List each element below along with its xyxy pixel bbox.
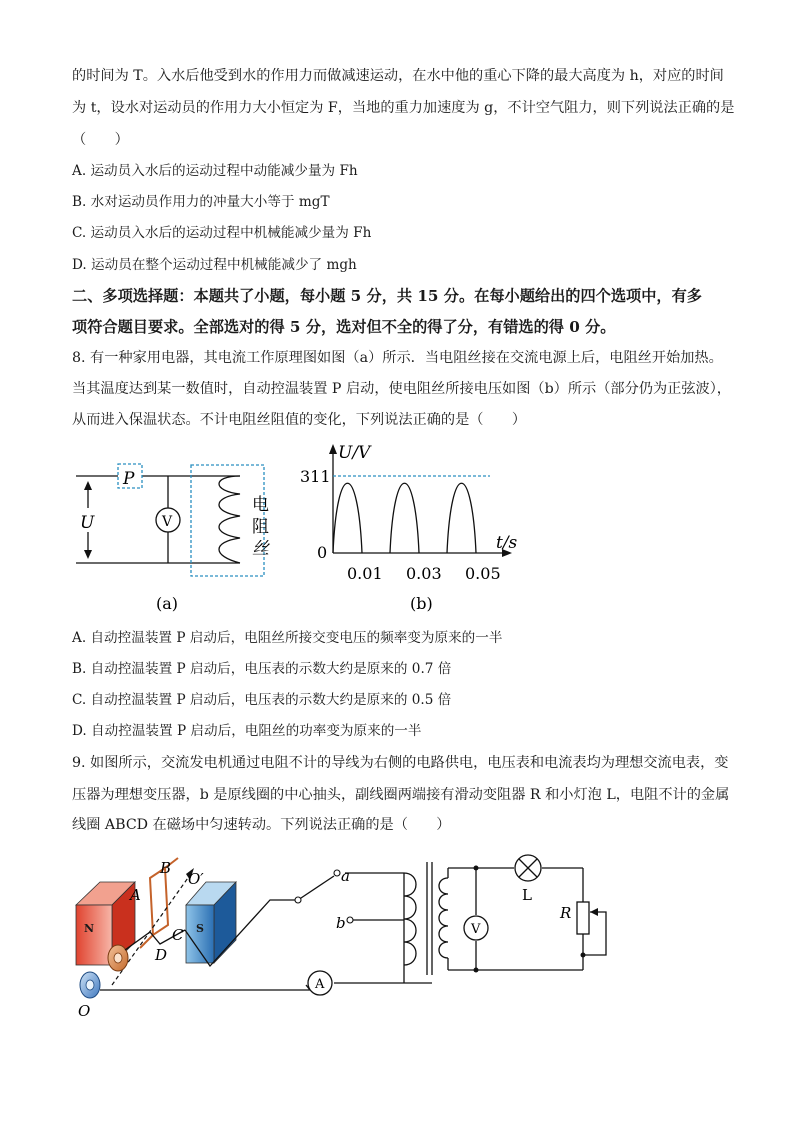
tick-0-03: 0.03 <box>406 564 442 583</box>
n-label: N <box>84 922 95 935</box>
p-label: P <box>123 469 135 489</box>
s-magnet <box>186 882 236 963</box>
wire-label-2: 阻 <box>252 517 269 537</box>
voltmeter-label: V <box>471 922 481 937</box>
q8-option-b: B. 自动控温装置 P 启动后，电压表的示数大约是原来的 0.7 倍 <box>72 661 452 677</box>
q8-option-d: D. 自动控温装置 P 启动后，电阻丝的功率变为原来的一半 <box>72 723 422 739</box>
q7-option-a: A. 运动员入水后的运动过程中动能减少量为 Fh <box>72 163 358 179</box>
q9-line-2: 压器为理想变压器，b 是原线圈的中心抽头，副线圈两端接有滑动变阻器 R 和小灯泡 L，电阻不计的金属 <box>72 787 730 803</box>
wire-label-1: 电 <box>252 495 269 515</box>
terminal-a <box>334 870 340 876</box>
fig-b-caption: (b) <box>410 594 433 613</box>
ammeter-label: A <box>315 977 325 992</box>
u-label: U <box>80 513 95 533</box>
section-heading-line-1: 二、多项选择题：本题共了小题，每小题 5 分，共 15 分。在每小题给出的四个选项中，有多 <box>72 287 702 305</box>
voltmeter-label: V <box>162 514 173 530</box>
q7-line-3: （ ） <box>72 132 129 148</box>
wire-label-3: 丝 <box>252 539 269 559</box>
q8-line-3: 从而进入保温状态。不计电阻丝阻值的变化，下列说法正确的是（ ） <box>72 412 527 428</box>
rheostat-slider-arrow <box>590 908 598 916</box>
q8-option-a: A. 自动控温装置 P 启动后，电阻丝所接交变电压的频率变为原来的一半 <box>72 630 503 646</box>
q8-option-c: C. 自动控温装置 P 启动后，电压表的示数大约是原来的 0.5 倍 <box>72 692 452 708</box>
origin-label: 0 <box>317 543 328 562</box>
label-d-upper: D <box>155 946 168 964</box>
q7-line-2: 为 t，设水对运动员的作用力大小恒定为 F，当地的重力加速度为 g，不计空气阻力，则下列说法正确的是 <box>72 100 735 116</box>
s-label: S <box>196 922 204 935</box>
peak-label: 311 <box>300 467 331 486</box>
label-a-upper: A <box>130 886 141 904</box>
section-heading-line-2: 项符合题目要求。全部选对的得 5 分，选对但不全的得了分，有错选的得 0 分。 <box>72 318 616 336</box>
tick-0-05: 0.05 <box>465 564 501 583</box>
tick-0-01: 0.01 <box>347 564 383 583</box>
q9-line-1: 9. 如图所示，交流发电机通过电阻不计的导线为右侧的电路供电，电压表和电流表均为理想交流电表，变 <box>72 755 729 771</box>
label-b-upper: B <box>160 859 172 877</box>
rheostat-label: R <box>560 904 572 922</box>
switch-pivot <box>295 897 301 903</box>
junction-dot-rheostat <box>581 953 586 958</box>
q7-option-d: D. 运动员在整个运动过程中机械能减少了 mgh <box>72 257 357 273</box>
label-a-terminal: a <box>341 867 350 885</box>
lamp-label: L <box>522 886 532 904</box>
y-axis-label: U/V <box>338 443 371 463</box>
q7-line-1: 的时间为 T。入水后他受到水的作用力而做减速运动，在水中他的重心下降的最大高度为 h，对应的时间 <box>72 68 724 84</box>
q8-line-1: 8. 有一种家用电器，其电流工作原理图如图（a）所示．当电阻丝接在交流电源上后，电阻丝开始加热。 <box>72 350 723 366</box>
terminal-b <box>347 917 353 923</box>
fig-a-caption: (a) <box>156 594 179 613</box>
q7-option-c: C. 运动员入水后的运动过程中机械能减少量为 Fh <box>72 225 372 241</box>
junction-dot-top <box>474 866 479 871</box>
q8-line-2: 当其温度达到某一数值时，自动控温装置 P 启动，使电阻丝所接电压如图（b）所示（部分仍为正弦波）， <box>72 381 731 397</box>
label-o-prime: O′ <box>188 870 204 888</box>
q9-line-3: 线圈 ABCD 在磁场中匀速转动。下列说法正确的是（ ） <box>72 817 451 833</box>
q7-option-b: B. 水对运动员作用力的冲量大小等于 mgT <box>72 194 330 210</box>
label-c-upper: C <box>172 926 184 944</box>
label-b-terminal: b <box>336 914 346 932</box>
label-o: O <box>78 1002 91 1020</box>
junction-dot-bottom <box>474 968 479 973</box>
transformer <box>404 862 448 975</box>
rheostat-icon <box>577 902 589 934</box>
x-axis-label: t/s <box>496 533 518 553</box>
